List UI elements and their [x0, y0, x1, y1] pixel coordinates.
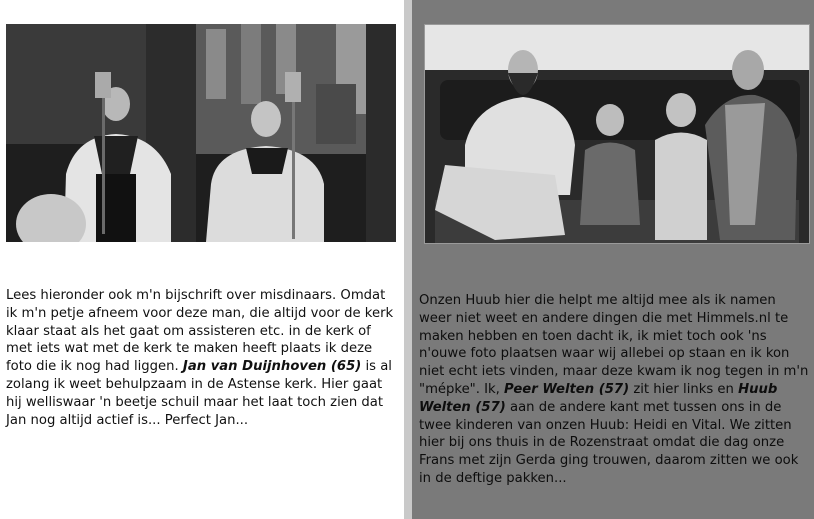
- church-altar-servers-photo: [6, 24, 396, 242]
- left-panel: [0, 0, 404, 519]
- right-caption-name-2: Huub Welten (57): [419, 381, 778, 415]
- right-caption-text-b: zit hier links en: [629, 381, 739, 397]
- left-caption-name: Jan van Duijnhoven (65): [182, 359, 362, 375]
- left-caption-text-a: Lees hieronder ook m'n bijschrift over misdinaars. Omdat ik m'n petje afneem voor deze man, die altijd voor de kerk klaar staat als het gaat om assisteren etc. in de kerk of met iets wat met de kerk te maken heeft plaats ik deze foto die ik nog had liggen.: [6, 288, 394, 375]
- right-panel: [412, 0, 814, 519]
- right-caption-text-c: aan de andere kant met tussen ons in de twee kinderen van onzen Huub: Heidi en Vital. We zitten hier bij ons thuis in de Rozenstraat omdat die dag onze Frans met zijn Gerda ging trouwen, daarom zitten we ook in de deftige pakken...: [419, 399, 799, 486]
- left-caption-text-b: is al zolang ik weet behulpzaam in de Astense kerk. Hier gaat hij welliswaar 'n beetje schuil maar het laat toch zien dat Jan nog altijd actief is... Perfect Jan...: [6, 359, 392, 428]
- family-portrait-photo: [424, 24, 810, 244]
- right-caption-name-1: Peer Welten (57): [504, 381, 630, 397]
- panel-divider: [404, 0, 412, 519]
- left-caption: [6, 287, 398, 429]
- right-caption-text-a: Onzen Huub hier die helpt me altijd mee als ik namen weer niet weet en andere dingen die met Himmels.nl te maken hebben en toen dacht ik, ik miet toch ook 'ns n'ouwe foto plaatsen waar wij allebei op staan en ik kon niet echt iets vinden, maar deze kwam ik nog tegen in m'n "mépke". Ik,: [419, 293, 809, 397]
- right-caption: [419, 292, 811, 488]
